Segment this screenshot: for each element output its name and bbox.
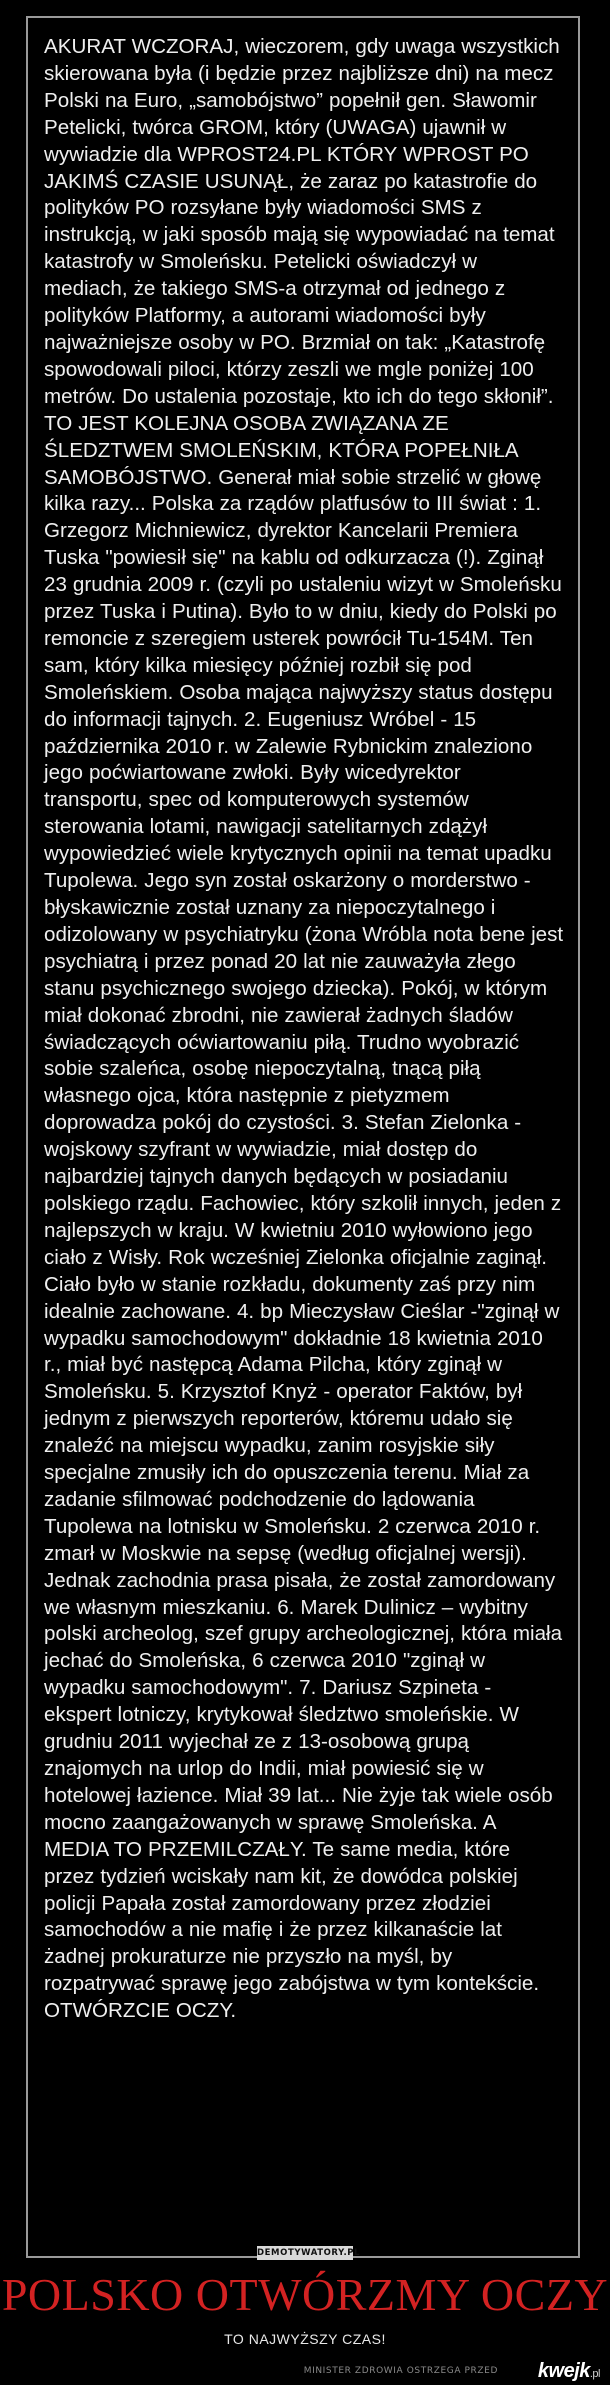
poster-inner-panel <box>30 20 576 2254</box>
kwejk-logo[interactable] <box>538 2360 600 2385</box>
poster-body-text: AKURAT WCZORAJ, wieczorem, gdy uwaga wszystkich skierowana była (i będzie przez najbliższe dni) na mecz Polski na Euro, „samobójstwo” popełnił gen. Sławomir Petelicki, twórca GROM, który (UWAGA) ujawnił w wywiadzie dla WPROST24.PL KTÓRY WPROST PO JAKIMŚ CZASIE USUNĄŁ, że zaraz po katastrofie do polityków PO rozsyłane były wiadomości SMS z instrukcją, w jaki sposób mają się wypowiadać na temat katastrofy w Smoleńsku. Petelicki oświadczył w mediach, że takiego SMS-a otrzymał od jednego z polityków Platformy, a autorami wiadomości były najważniejsze osoby w PO. Brzmiał on tak: „Katastrofę spowodowali piloci, którzy zeszli we mgle poniżej 100 metrów. Do ustalenia pozostaje, kto ich do tego skłonił”. TO JEST KOLEJNA OSOBA ZWIĄZANA ZE ŚLEDZTWEM SMOLEŃSKIM, KTÓRA POPEŁNIŁA SAMOBÓJSTWO. Generał miał sobie strzelić w głowę kilka razy... Polska za rządów platfusów to III świat : 1. Grzegorz Michniewicz, dyrektor Kancelarii Premiera Tuska "powiesił się" na kablu od odkurzacza (!). Zginął 23 grudnia 2009 r. (czyli po ustaleniu wizyt w Smoleńsku przez Tuska i Putina). Było to w dniu, kiedy do Polski po remoncie z szeregiem usterek powrócił Tu-154M. Ten sam, który kilka miesięcy później rozbił się pod Smoleńskiem. Osoba mająca najwyższy status dostępu do informacji tajnych. 2. Eugeniusz Wróbel - 15 października 2010 r. w Zalewie Rybnickim znaleziono jego poćwiartowane zwłoki. Były wicedyrektor transportu, spec od komputerowych systemów sterowania lotami, nawigacji satelitarnych zdążył wypowiedzieć wiele krytycznych opinii na temat upadku Tupolewa. Jego syn został oskarżony o morderstwo - błyskawicznie został uznany za niepoczytalnego i odizolowany w psychiatryku (żona Wróbla nota bene jest psychiatrą i przez ponad 20 lat nie zauważyła złego stanu psychicznego swojego dziecka). Pokój, w którym miał dokonać zbrodni, nie zawierał żadnych śladów świadczących oćwiartowaniu piłą. Trudno wyobrazić sobie szaleńca, osobę niepoczytalną, tnącą piłą własnego ojca, która następnie z pietyzmem doprowadza pokój do czystości. 3. Stefan Zielonka - wojskowy szyfrant w wywiadzie, miał dostęp do najbardziej tajnych danych będących w posiadaniu polskiego rządu. Fachowiec, który szkolił innych, jeden z najlepszych w kraju. W kwietniu 2010 wyłowiono jego ciało z Wisły. Rok wcześniej Zielonka oficjalnie zaginął. Ciało było w stanie rozkładu, dokumenty zaś przy nim idealnie zachowane. 4. bp Mieczysław Cieślar -"zginął w wypadku samochodowym" dokładnie 18 kwietnia 2010 r., miał być następcą Adama Pilcha, który zginął w Smoleńsku. 5. Krzysztof Knyż - operator Faktów, był jednym z pierwszych reporterów, któremu udało się znaleźć na miejscu wypadku, zanim rosyjskie siły specjalne zmusiły ich do opuszczenia terenu. Miał za zadanie sfilmować podchodzenie do lądowania Tupolewa na lotnisku w Smoleńsku. 2 czerwca 2010 r. zmarł w Moskwie na sepsę (według oficjalnej wersji). Jednak zachodnia prasa pisała, że został zamordowany we własnym mieszkaniu. 6. Marek Dulinicz – wybitny polski archeolog, szef grupy archeologicznej, która miała jechać do Smoleńska, 6 czerwca 2010 "zginął w wypadku samochodowym". 7. Dariusz Szpineta - ekspert lotniczy, krytykował śledztwo smoleńskie. W grudniu 2011 wyjechał ze z 13-osobową grupą znajomych na urlop do Indii, miał powiesić się w hotelowej łazience. Miał 39 lat... Nie żyje tak wiele osób mocno zaangażowanych w sprawę Smoleńska. A MEDIA TO PRZEMILCZAŁY. Te same media, które przez tydzień wciskały nam kit, że dowódca polskiej policji Papała został zamordowany przez złodziei samochodów a nie mafię i że przez kilkanaście lat żadnej prokuraturze nie przyszło na myśl, by rozpatrywać sprawę jego zabójstwa w tym kontekście. OTWÓRZCIE OCZY. <box>44 35 564 2023</box>
footer-notice: MINISTER ZDROWIA OSTRZEGA PRZED <box>303 2366 498 2376</box>
kwejk-logo-suffix: .pl <box>589 2368 600 2380</box>
poster-subline: TO NAJWYŻSZY CZAS! <box>224 2331 386 2347</box>
demotywatory-watermark: DEMOTYWATORY.PL <box>257 2248 361 2258</box>
kwejk-logo-text: kwejk <box>537 2360 590 2382</box>
poster-headline: POLSKO OTWÓRZMY OCZY <box>1 2269 609 2320</box>
